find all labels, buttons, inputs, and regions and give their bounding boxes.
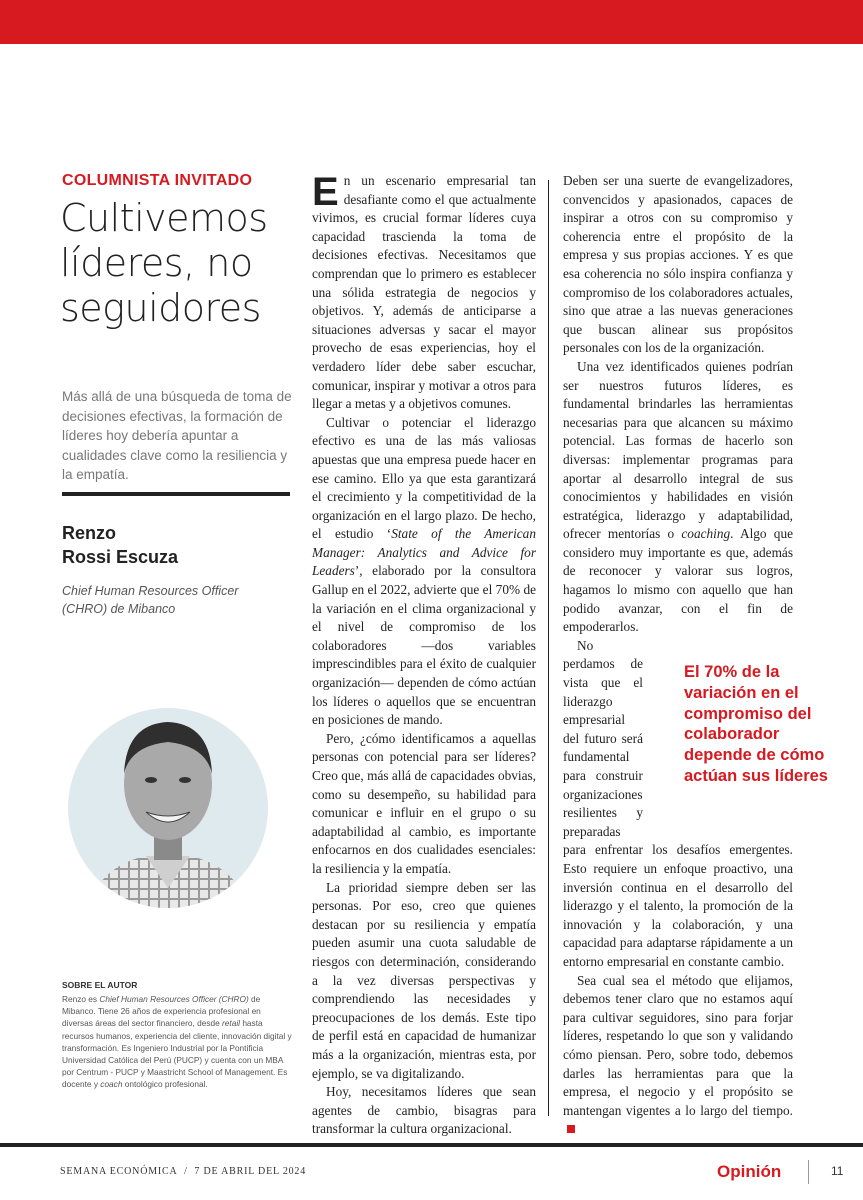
- article-title: Cultivemos líderes, no seguidores: [60, 196, 268, 330]
- paragraph-5: Hoy, necesitamos líderes que sean agentes de cambio, bisagras para transformar la cultura organizacional.: [312, 1084, 536, 1137]
- author-bio: Renzo es Chief Human Resources Officer (CHRO) de Mibanco. Tiene 26 años de experiencia profesional en diversas áreas del sector financiero, desde retail hasta recursos humanos, experiencia del cliente, innovación digital y transformación. Es Ingeniero Industrial por la Pontificia Universidad Católica del Perú (PUCP) y cuenta con un MBA por Centrum - PUCP y Maastricht School of Management. Es docente y coach ontológico profesional.: [62, 994, 292, 1090]
- footer-rule: [0, 1143, 863, 1147]
- paragraph-1: En un escenario empresarial tan desafiante como el que actualmente vivimos, es crucial formar líderes cuya capacidad trascienda la toma de decisiones efectivas. Necesitamos que comprendan que lo primero es establecer una sólida estrategia de negocios y objetivos. Y, además de anticiparse a situaciones adversas y sacar el mayor provecho de esas experiencias, hoy el verdadero líder debe saber escuchar, comunicar, inspirar y motivar a otros para llegar a metas y a objetivos comunes.: [312, 170, 536, 412]
- paragraph-2: Cultivar o potenciar el liderazgo efectivo es una de las más valiosas apuestas que una empresa puede hacer en ese camino. Ello ya que esta garantizará el crecimiento y la competitividad de la organización en el largo plazo. De hecho, el estudio ‘State of the American Manager: Analytics and Advice for Leaders’, elaborado por la consultora Gallup en el 2022, advierte que el 70% de la variación en el clima organizacional y el nivel de compromiso de los colaboradores —dos variables imprescindibles para el éxito de cualquier organización— dependen de cómo actúan los líderes o aquellos que se encuentran en posiciones de mando.: [312, 414, 536, 728]
- article-column-1: [312, 172, 536, 1139]
- footer-publication-info: SEMANA ECONÓMICA / 7 DE ABRIL DEL 2024: [60, 1166, 307, 1177]
- paragraph-9: Sea cual sea el método que elijamos, debemos tener claro que no estamos aquí para cultivar seguidores, sino para forjar líderes, respetando lo que son y validando cómo piensan. Pero, sobre todo, debemos darles las herramientas para que la empresa, el negocio y el propósito se mantengan vigentes a lo largo del tiempo.: [563, 972, 793, 1139]
- article-column-2: [563, 172, 793, 1139]
- paragraph-3: Pero, ¿cómo identificamos a aquellas personas con potencial para ser líderes? Creo que, más allá de capacidades obvias, como su desempeño, su habilidad para comunicar e influir en el grupo o su adaptabilidad al cambio, es importante enfocarnos en dos cualidades esenciales: la resiliencia y la empatía.: [312, 730, 536, 876]
- author-last-name: Rossi Escuza: [62, 547, 179, 567]
- footer-separator: [808, 1160, 809, 1184]
- end-mark: [567, 1125, 575, 1133]
- paragraph-4: La prioridad siempre deben ser las personas. Por eso, creo que quienes destacan por su resiliencia y empatía pueden asumir una cuota saludable de riesgos con determinación, considerando a la vez diversas perspectivas y comprendiendo las necesidades y preocupaciones de los demás. Este tipo de perfil está en capacidad de humanizar más a la organización, mientras esta, por ejemplo, se va digitalizando.: [312, 879, 536, 1081]
- issue-date: 7 DE ABRIL DEL 2024: [194, 1166, 307, 1177]
- author-photo: [68, 688, 268, 938]
- footer-section-name: Opinión: [717, 1162, 782, 1181]
- pull-quote: El 70% de la variación en el compromiso del colaborador depende de cómo actúan sus líderes: [684, 663, 828, 785]
- paragraph-6: Deben ser una suerte de evangelizadores, convencidos y apasionados, capaces de inspirar a otros con su compromiso y coherencia entre el propósito de la empresa y sus propias acciones. Y es que esa coherencia no sólo inspira confianza y compromiso de los colaboradores actuales, sino que atrae a las nuevas generaciones que buscan alinear sus propósitos personales con los de la organización.: [563, 173, 793, 356]
- publication-name: SEMANA ECONÓMICA: [60, 1166, 178, 1177]
- study-title: State of the American Manager: Analytics and Advice for Leaders: [312, 526, 536, 579]
- section-tag: COLUMNISTA INVITADO: [62, 172, 253, 189]
- drop-cap: E: [312, 170, 339, 214]
- author-first-name: Renzo: [62, 523, 116, 543]
- author-name: [62, 521, 178, 569]
- article-deck: Más allá de una búsqueda de toma de decisiones efectivas, la formación de líderes hoy debería apuntar a cualidades clave como la resiliencia y la empatía.: [62, 389, 292, 482]
- author-role: Chief Human Resources Officer (CHRO) de Mibanco: [62, 584, 239, 616]
- paragraph-7: Una vez identificados quienes podrían ser nuestros futuros líderes, es fundamental brindarles las herramientas necesarias para que alcancen su máximo potencial. Las formas de hacerlo son diversas: implementar programas para aportar al desarrollo integral de sus conocimientos y habilidades en visión estratégica, liderazgo y adaptabilidad, ofrecer mentorías o coaching. Algo que considero muy importante es que, además de reconocer y valorar sus logros, hagamos lo mismo con aquello que han podido avanzar, con el fin de empoderarlos.: [563, 358, 793, 635]
- top-color-bar: [0, 0, 863, 44]
- column-divider: [548, 180, 549, 1116]
- paragraph-8: No perdamos de vista que el liderazgo empresarial del futuro será fundamental para construir organizaciones resilientes y preparadas para enfrentar los desafíos emergentes. Esto requiere un enfoque proactivo, una inversión continua en el desarrollo del liderazgo y el talento, la promoción de la innovación y la colaboración, y una capacidad para adaptarse rápidamente a un entorno empresarial en constante cambio.: [563, 637, 793, 969]
- bio-heading: SOBRE EL AUTOR: [62, 980, 138, 990]
- page-number: 11: [831, 1164, 844, 1178]
- deck-divider: [62, 492, 290, 496]
